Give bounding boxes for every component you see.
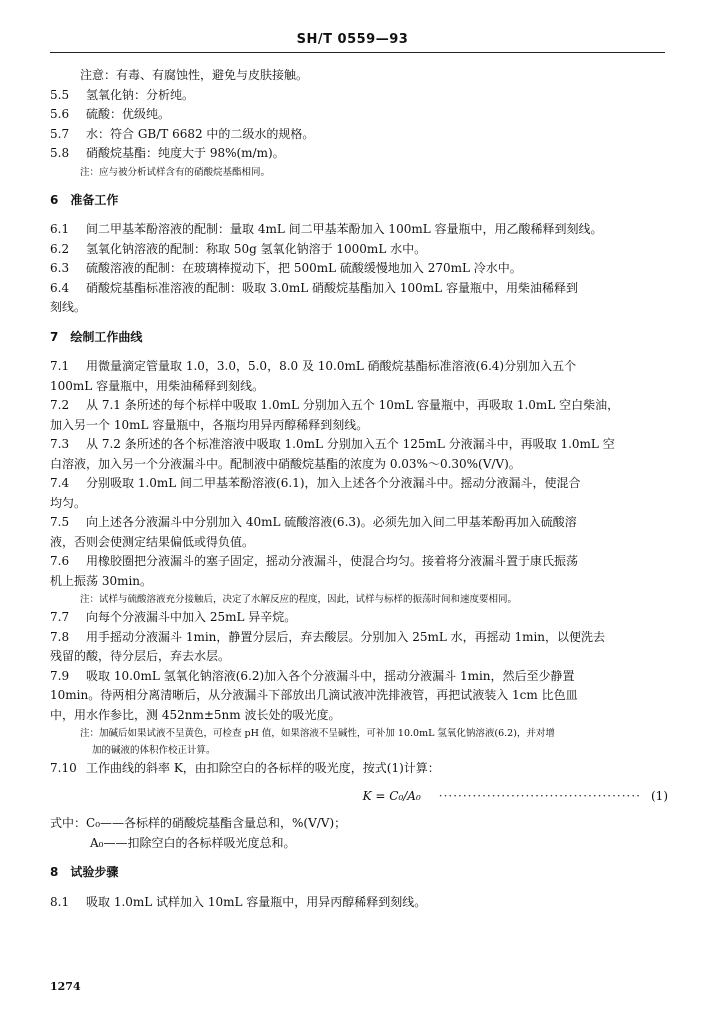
page-header: SH/T 0559—93 bbox=[296, 32, 409, 47]
clause-number: 8.1 bbox=[50, 894, 70, 909]
clause-7-6-cont: 机上振荡 30min。 bbox=[50, 573, 153, 588]
clause-text: 用橡胶圈把分液漏斗的塞子固定，摇动分液漏斗，使混合均匀。接着将分液漏斗置于康氏振荡 bbox=[86, 554, 579, 568]
formula-expression: K = C₀/A₀ bbox=[362, 788, 421, 803]
note-7-9-cont: 加的碱液的体积作校正计算。 bbox=[92, 745, 216, 756]
clause-number: 7.1 bbox=[50, 359, 70, 373]
clause-6-4-cont: 刻线。 bbox=[50, 300, 87, 314]
clause-8-1 bbox=[50, 893, 668, 913]
clause-number: 7.8 bbox=[50, 629, 70, 644]
clause-number: 7.9 bbox=[50, 668, 70, 683]
clause-7-7 bbox=[50, 608, 668, 628]
clause-7-2-cont: 加入另一个 10mL 容量瓶中，各瓶均用异丙醇稀释到刻线。 bbox=[50, 417, 369, 432]
clause-7-9-cont: 10min。待两相分离清晰后，从分液漏斗下部放出几滴试液冲洗排液管，再把试液装入 1cm 比色皿 bbox=[50, 688, 578, 702]
clause-7-5 bbox=[50, 513, 668, 533]
clause-7-10 bbox=[50, 759, 668, 779]
clause-text: 向上述各分液漏斗中分别加入 40mL 硫酸溶液(6.3)。必须先加入间二甲基苯酚再加入硫酸溶 bbox=[86, 515, 577, 529]
clause-7-1 bbox=[50, 357, 668, 377]
clause-text: 从 7.1 条所述的每个标样中吸取 1.0mL 分别加入五个 10mL 容量瓶中，再吸取 1.0mL 空白柴油， bbox=[86, 398, 620, 412]
clause-7-5-cont: 液，否则会使测定结果偏低或得负值。 bbox=[50, 534, 255, 549]
clause-7-9-cont2: 中，用水作参比，测 452nm±5nm 波长处的吸光度。 bbox=[50, 707, 341, 722]
clause-5-5 bbox=[50, 86, 668, 106]
clause-6-2 bbox=[50, 240, 668, 260]
clause-number: 7.3 bbox=[50, 437, 70, 451]
page-number: 1274 bbox=[50, 980, 81, 993]
section-6-heading: 6 准备工作 bbox=[50, 192, 119, 207]
clause-number: 5.6 bbox=[50, 107, 70, 121]
clause-7-4-cont: 均匀。 bbox=[50, 495, 87, 510]
formula-leader-dots: ·········································· bbox=[438, 788, 641, 803]
clause-text: 吸取 10.0mL 氢氧化钠溶液(6.2)加入各个分液漏斗中，摇动分液漏斗 1min，然后至少静置 bbox=[86, 668, 575, 683]
note-7-6: 注：试样与硫酸溶液充分接触后，决定了水解反应的程度，因此，试样与标样的振荡时间和速度要相同。 bbox=[80, 594, 518, 605]
clause-text: 向每个分液漏斗中加入 25mL 异辛烷。 bbox=[86, 610, 297, 624]
note-5-8: 注：应与被分析试样含有的硝酸烷基酯相同。 bbox=[80, 166, 271, 178]
clause-text: 氢氧化钠溶液的配制：称取 50g 氢氧化钠溶于 1000mL 水中。 bbox=[86, 241, 427, 256]
section-8-heading: 8 试验步骤 bbox=[50, 865, 119, 879]
where-label: 式中： bbox=[50, 816, 87, 830]
formula-1 bbox=[50, 787, 668, 807]
where-def-c0: C₀——各标样的硝酸烷基酯含量总和，%(V/V)； bbox=[86, 816, 347, 830]
clause-text: 硫酸溶液的配制：在玻璃棒搅动下，把 500mL 硫酸缓慢地加入 270mL 冷水中。 bbox=[86, 261, 522, 275]
clause-text: 从 7.2 条所述的各个标准溶液中吸取 1.0mL 分别加入五个 125mL 分液漏斗中，再吸取 1.0mL 空 bbox=[86, 437, 615, 451]
clause-7-2 bbox=[50, 396, 668, 416]
formula-where-2: A₀——扣除空白的各标样吸光度总和。 bbox=[90, 835, 296, 850]
formula-where-1 bbox=[50, 814, 668, 834]
clause-text: 硝酸烷基酯：纯度大于 98%(m/m)。 bbox=[86, 146, 285, 160]
clause-text: 吸取 1.0mL 试样加入 10mL 容量瓶中，用异丙醇稀释到刻线。 bbox=[86, 894, 427, 909]
clause-text: 氢氧化钠：分析纯。 bbox=[86, 87, 195, 102]
clause-7-1-cont: 100mL 容量瓶中，用柴油稀释到刻线。 bbox=[50, 378, 265, 393]
clause-number: 6.3 bbox=[50, 261, 70, 275]
clause-5-8 bbox=[50, 144, 668, 164]
clause-number: 7.5 bbox=[50, 515, 70, 529]
clause-number: 6.2 bbox=[50, 241, 70, 256]
clause-number: 5.8 bbox=[50, 146, 70, 160]
clause-7-9 bbox=[50, 667, 668, 687]
clause-7-4 bbox=[50, 474, 668, 494]
clause-5-6 bbox=[50, 105, 668, 125]
clause-number: 7.10 bbox=[50, 761, 77, 775]
note-7-9: 注：加碱后如果试液不呈黄色，可检查 pH 值，如果溶液不呈碱性，可补加 10.0mL 氢氧化钠溶液(6.2)，并对增 bbox=[80, 728, 555, 739]
section-7-heading: 7 绘制工作曲线 bbox=[50, 329, 143, 344]
clause-number: 6.1 bbox=[50, 222, 70, 236]
header-rule bbox=[50, 52, 665, 53]
clause-6-1 bbox=[50, 220, 668, 240]
clause-text: 水：符合 GB/T 6682 中的二级水的规格。 bbox=[86, 126, 315, 141]
clause-7-8 bbox=[50, 628, 668, 648]
document-body bbox=[50, 66, 668, 912]
formula-number: (1) bbox=[651, 788, 668, 803]
clause-7-3-cont: 白溶液，加入另一个分液漏斗中。配制液中硝酸烷基酯的浓度为 0.03%～0.30%(V/V)。 bbox=[50, 456, 521, 471]
clause-text: 分别吸取 1.0mL 间二甲基苯酚溶液(6.1)，加入上述各个分液漏斗中。摇动分液漏斗，使混合 bbox=[86, 476, 581, 490]
clause-5-7 bbox=[50, 125, 668, 145]
clause-number: 7.6 bbox=[50, 554, 70, 568]
clause-7-8-cont: 残留的酸，待分层后，弃去水层。 bbox=[50, 649, 231, 663]
clause-6-3 bbox=[50, 259, 668, 279]
clause-text: 用微量滴定管量取 1.0，3.0，5.0，8.0 及 10.0mL 硝酸烷基酯标准溶液(6.4)分别加入五个 bbox=[86, 359, 577, 373]
clause-number: 7.4 bbox=[50, 476, 70, 490]
clause-number: 6.4 bbox=[50, 280, 70, 295]
clause-text: 硝酸烷基酯标准溶液的配制：吸取 3.0mL 硝酸烷基酯加入 100mL 容量瓶中，用柴油稀释到 bbox=[86, 280, 578, 295]
clause-number: 5.5 bbox=[50, 87, 70, 102]
clause-7-3 bbox=[50, 435, 668, 455]
clause-text: 工作曲线的斜率 K，由扣除空白的各标样的吸光度，按式(1)计算： bbox=[86, 761, 440, 775]
clause-number: 5.7 bbox=[50, 126, 70, 141]
clause-number: 7.2 bbox=[50, 398, 70, 412]
clause-number: 7.7 bbox=[50, 610, 70, 624]
caution-text: 注意：有毒、有腐蚀性，避免与皮肤接触。 bbox=[80, 68, 309, 82]
clause-6-4 bbox=[50, 279, 668, 299]
clause-7-6 bbox=[50, 552, 668, 572]
clause-text: 硫酸：优级纯。 bbox=[86, 107, 171, 121]
clause-text: 间二甲基苯酚溶液的配制：量取 4mL 间二甲基苯酚加入 100mL 容量瓶中，用乙酸稀释到刻线。 bbox=[86, 222, 603, 236]
clause-text: 用手摇动分液漏斗 1min，静置分层后，弃去酸层。分别加入 25mL 水，再摇动 1min，以便洗去 bbox=[86, 629, 606, 644]
